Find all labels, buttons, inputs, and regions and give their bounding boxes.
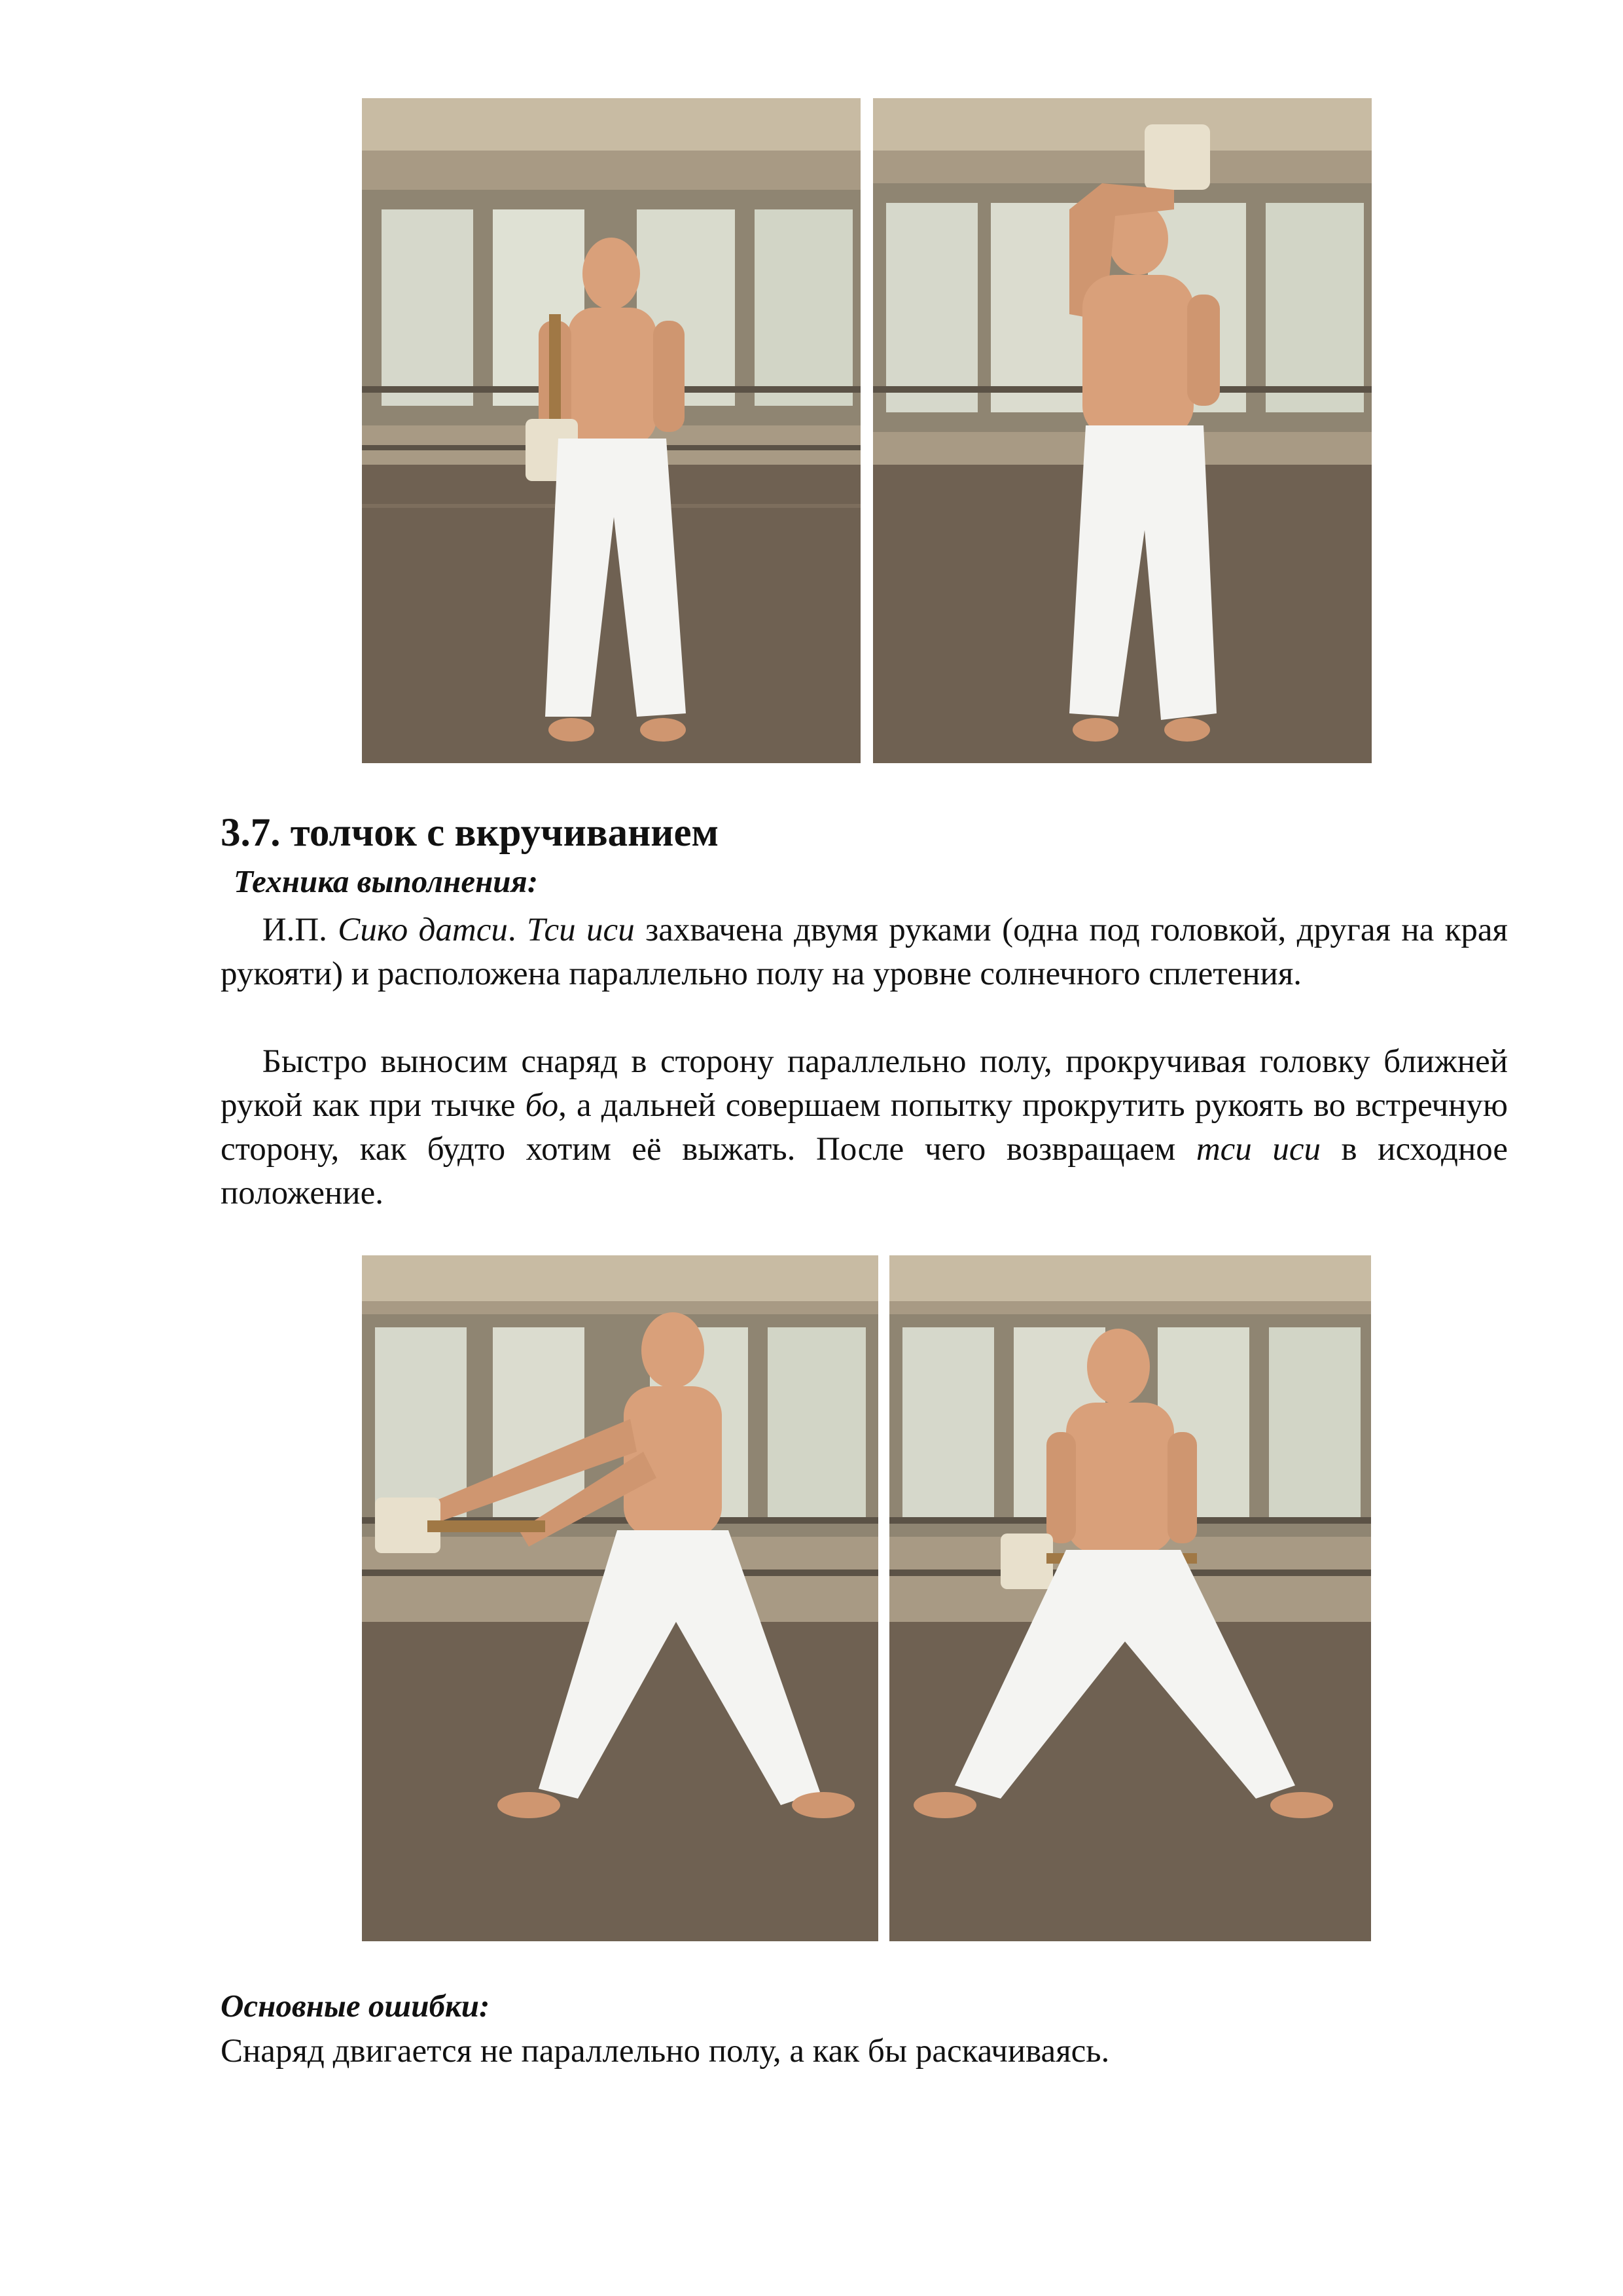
photo-stance-weight-returned: [889, 1255, 1371, 1941]
para1-text-1: И.П.: [262, 912, 338, 948]
section-title: 3.7. толчок с вкручиванием: [221, 811, 719, 855]
para2-term-bo: бо: [525, 1087, 559, 1124]
photo-weight-overhead: [873, 98, 1372, 763]
para1-text-2: .: [507, 912, 527, 948]
para1-term-shiko-dachi: Сико датси: [338, 912, 508, 948]
technique-paragraph-start-position: [221, 908, 1508, 996]
para2-text-1: Быстро выносим снаряд в сторону параллельно полу, прокручивая головку ближней рукой как при тычке: [221, 1043, 1508, 1124]
para2-text-2: , а дальней совершаем попытку прокрутить рукоять во встречную сторону, как будто хотим её выжать. После чего возвращаем: [221, 1087, 1508, 1168]
para1-term-tsi-ishi: Тси иси: [527, 912, 635, 948]
photo-stance-weight-extended: [362, 1255, 878, 1941]
errors-label: Основные ошибки:: [221, 1988, 490, 2024]
para1-text-3: захвачена двумя руками (одна под головкой, другая на края рукояти) и расположена параллельно полу на уровне солнечного сплетения.: [221, 912, 1508, 992]
para2-text-3: в исходное положение.: [221, 1131, 1508, 1211]
errors-text: Снаряд двигается не параллельно полу, а как бы раскачиваясь.: [221, 2033, 1110, 2070]
para2-term-tsi-ishi: тси иси: [1196, 1131, 1321, 1168]
technique-label: Техника выполнения:: [234, 863, 539, 899]
technique-paragraph-movement: [221, 1040, 1508, 1215]
photo-standing-holding-weight: [362, 98, 861, 763]
